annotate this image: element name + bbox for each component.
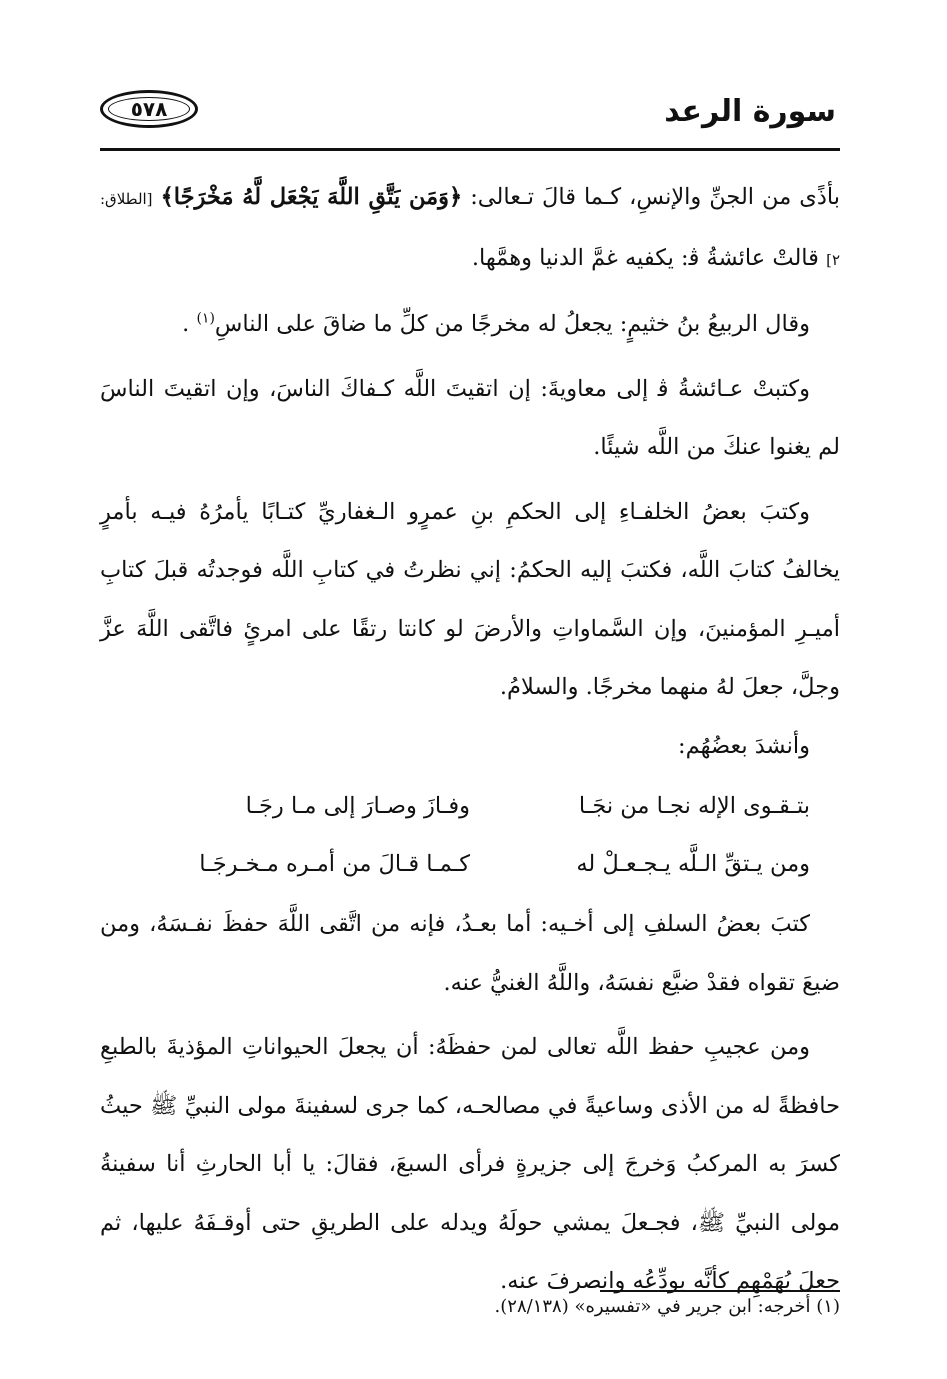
paragraph-2-end: . [182,311,197,337]
paragraph-1 [100,168,840,289]
main-text [100,168,840,1311]
surah-title: سورة الرعد [664,94,836,129]
paragraph-5: وأنشدَ بعضُهُم: [678,732,810,759]
verse-reference: [الطلاق: ٢] [100,190,840,269]
paragraph-2-text: وقال الربيعُ بنُ خثيمٍ: يجعلُ له مخرجًا من كلِّ ما ضاقَ على الناسِ [214,311,810,337]
footnote-divider [600,1290,840,1292]
paragraph-3: وكتبتْ عـائشةُ ﭬ إلى معاويةَ: إن اتقيتَ اللَّه كـفاكَ الناسَ، وإن اتقيتَ الناسَ لم يغنوا عنكَ من اللَّه شيئًا. [100,375,840,460]
paragraph-1-continuation: قالتْ عائشةُ ﭬ: يكفيه غمَّ الدنيا وهمَّها. [471,244,827,271]
poem [100,777,840,893]
paragraph-2 [100,295,840,354]
page-header [100,82,840,142]
poem-hemistich-right: بتـقـوى الإله نجـا من نجَـا [578,793,810,819]
paragraph-7: ومن عجيبِ حفظ اللَّه تعالى لمن حفظَهُ: أن يجعلَ الحيواناتِ المؤذيةَ بالطبعِ حافظةً له من الأذى وساعيةً في مصالحـه، كما جرى لسفينةَ مولى النبيِّ ﷺ حيثُ كسرَ به المركبُ وَخرجَ إلى جزيرةٍ فرأى السبعَ، فقالَ: يا أبا الحارثِ أنا سفينةُ مولى النبيِّ ﷺ، فجـعلَ يمشي حولَهُ ويدله على الطريقِ حتى أوقـفَهُ عليها، ثم جعلَ يُهَمْهِم كأنَّه يودِّعُه وانصرفَ عنه. [100,1034,840,1294]
poem-hemistich-left: كـمـا قـالَ من أمـره مـخـرجَـا [199,851,470,877]
paragraph-6: كتبَ بعضُ السلفِ إلى أخـيه: أما بعـدُ، فإنه من اتَّقى اللَّهَ حفظَ نفـسَهُ، ومن ضيعَ تقواه فقدْ ضيَّع نفسَهُ، واللَّهُ الغنيُّ عنه. [100,911,840,996]
header-divider [100,148,840,151]
footnote: (١) أخرجه: ابن جرير في «تفسيره» (٢٨/١٣٨). [494,1296,840,1317]
paragraph-1-text: بأذًى من الجنِّ والإنسِ، كـما قالَ تـعالى: [462,184,840,210]
page-number: ٥٧٨ [130,97,168,121]
poem-verse-1 [100,777,840,835]
page-number-badge [100,90,198,128]
poem-hemistich-left: وفـازَ وصـارَ إلى مـا رجَـا [245,793,470,819]
paragraph-4: وكتبَ بعضُ الخلفـاءِ إلى الحكمِ بنِ عمرٍو الـغفاريِّ كتـابًا يأمرُهُ فيـه بأمرٍ يخالفُ كتابَ اللَّه، فكتبَ إليه الحكمُ: إني نظرتُ في كتابِ اللَّه فوجدتُه قبلَ كتابِ أميـرِ المؤمنينَ، وإن السَّماواتِ والأرضَ لو كانتا رتقًا على امرئٍ فاتَّقى اللَّهَ عزَّ وجلَّ، جعلَ لهُ منهما مخرجًا. والسلامُ. [100,498,840,700]
poem-hemistich-right: ومن يـتقِّ الـلَّه يـجـعـلْ له [576,851,810,877]
footnote-marker: (١) [196,310,215,327]
poem-verse-2 [100,835,840,893]
quran-verse: ﴿وَمَن يَتَّقِ اللَّهَ يَجْعَل لَّهُ مَخْرَجًا﴾ [160,184,463,210]
